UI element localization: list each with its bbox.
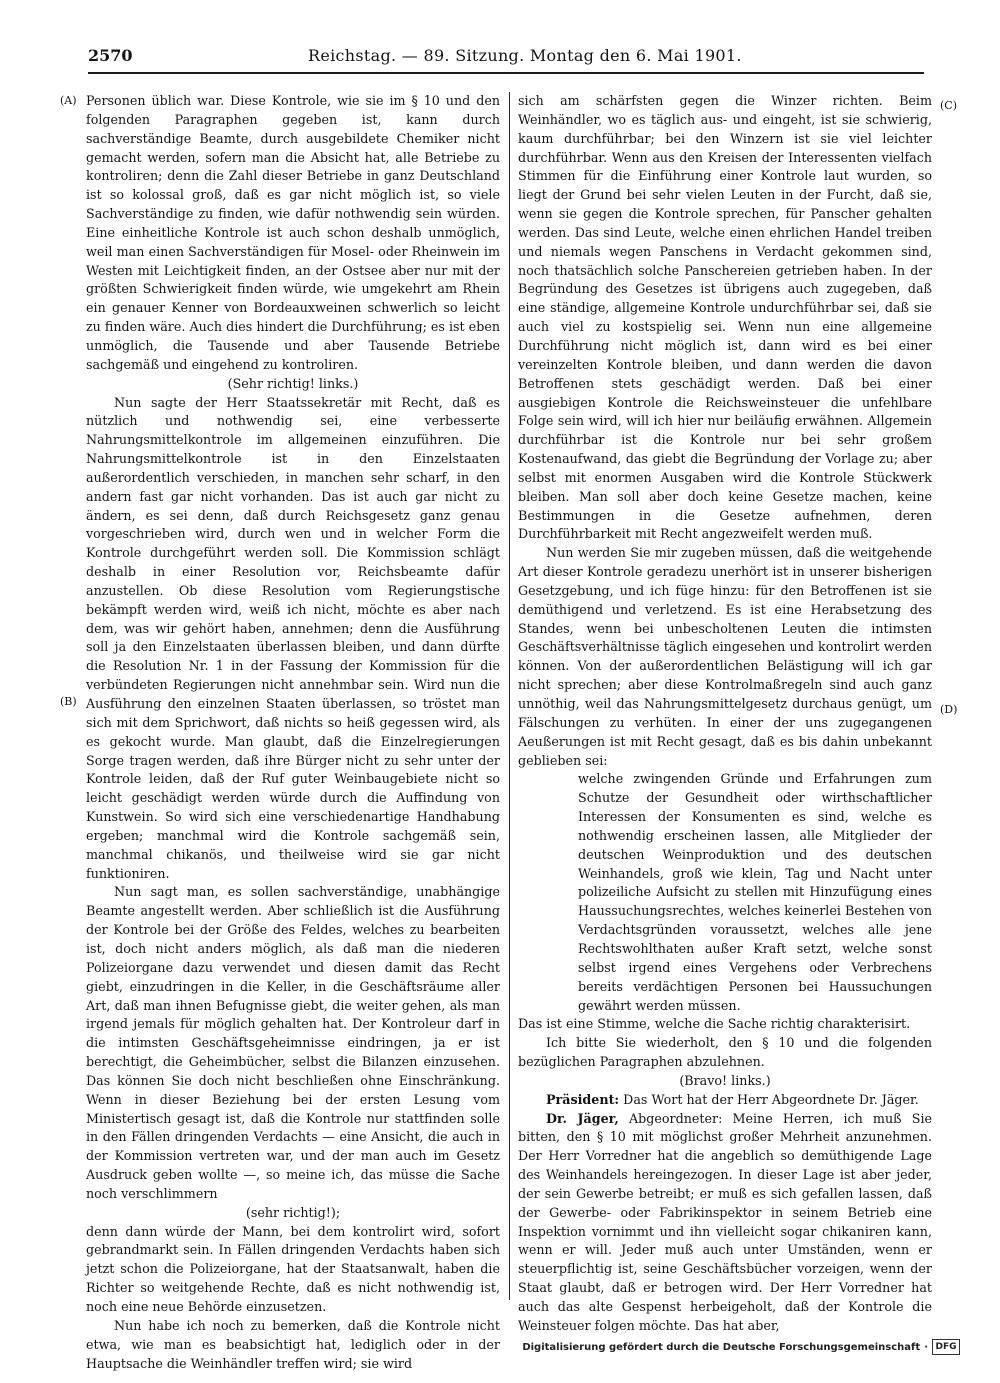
president-text: Das Wort hat der Herr Abgeordnete Dr. Jäger.	[623, 1091, 919, 1107]
right-column	[518, 92, 932, 1336]
left-paragraph-4: denn dann würde der Mann, bei dem kontrolirt wird, sofort gebrandmarkt sein. In Fällen dringenden Verdachts haben sich jetzt schon die Polizeiorgane, hat der Staatsanwalt, haben die Richter so weitgehende Rechte, daß es nicht nothwendig ist, noch eine neue Behörde einzusetzen.	[86, 1223, 500, 1314]
right-paragraph-1: sich am schärfsten gegen die Winzer richten. Beim Weinhändler, wo es täglich aus- und eingeht, ist sie schwierig, kaum durchführbar; bei den Winzern ist sie viel leichter durchführbar. Wenn aus den Kreisen der Interessenten vielfach Stimmen für die Einführung einer Kontrole laut wurden, so liegt der Grund bei sehr vielen Leuten in der Furcht, daß sie, wenn sie gegen die Kontrole sprechen, für Panscher gehalten werden. Das sind Leute, welche einen ehrlichen Handel treiben und niemals wegen Panschens in Verdacht gekommen sind, noch thatsächlich solche Panschereien getrieben haben. In der Begründung des Gesetzes ist übrigens auch zugegeben, daß eine ständige, allgemeine Kontrole undurchführbar sei, daß sie auch viel zu kostspielig sei. Wenn nun eine allgemeine Durchführung nicht möglich ist, dann wird es bei einer vereinzelten Kontrole bleiben, und dann werden die davon Betroffenen stets geschädigt werden. Daß bei einer ausgiebigen Kontrole die Reichsweinsteuer die unfehlbare Folge sein wird, will ich hier nur beiläufig erwähnen. Allgemein durchführbar ist die Kontrole nur bei sehr großem Kostenaufwand, das giebt die Begründung der Vorlage zu; aber selbst mit enormen Ausgaben wird die Kontrole Stückwerk bleiben. Man soll aber doch keine Gesetze machen, keine Bestimmungen in die Gesetze aufnehmen, deren Durchführbarkeit mit Recht angezweifelt werden muß.	[518, 93, 932, 542]
left-reaction-1: (Sehr richtig! links.)	[227, 375, 359, 391]
footer-credit	[522, 1339, 960, 1355]
margin-marker-a: (A)	[60, 94, 77, 107]
president-remark	[518, 1091, 932, 1110]
left-paragraph-3: Nun sagt man, es sollen sachverständige, unabhängige Beamte angestellt werden. Aber schließlich ist die Ausführung der Kontrole bei der Größe des Feldes, welches zu bearbeiten ist, doch nicht anders möglich, als daß man die niederen Polizeiorgane dazu verwendet und diesen damit das Recht giebt, einzudringen in die Keller, in die Geschäftsräume aller Art, daß man ihnen Befugnisse giebt, die weiter gehen, als man irgend jemals für möglich gehalten hat. Der Kontroleur darf in die intimsten Geschäftsgeheimnisse eindringen, ja er ist berechtigt, die Geheimbücher, selbst die Bilanzen einzusehen. Das können Sie doch nicht beschließen ohne Einschränkung. Wenn in dieser Beziehung bei der ersten Lesung vom Ministertisch gesagt ist, daß die Kontrole nur stattfinden solle in den Fällen dringenden Verdachts — eine Ansicht, die auch in der Kommission vertreten war, und der man auch im Gesetz Ausdruck geben wollte —, so meine ich, das müsse die Sache noch verschlimmern	[86, 884, 500, 1201]
running-title: Reichstag. — 89. Sitzung. Montag den 6. Mai 1901.	[308, 46, 742, 65]
margin-marker-d: (D)	[940, 703, 958, 716]
right-quote: welche zwingenden Gründe und Erfahrungen zum Schutze der Gesundheit oder wirthschaftlicher Interessen der Konsumenten es sind, welche es nothwendig erscheinen lassen, alle Mitglieder der deutschen Weinproduktion und des deutschen Weinhandels, groß wie klein, Tag und Nacht unter polizeiliche Aufsicht zu stellen mit Hinzufügung eines Haussuchungsrechtes, welches keinerlei Bestehen von Verdachtsgründen voraussetzt, welches alle jene Rechtswohlthaten außer Kraft setzt, welche sonst selbst irgend eines Vergehens oder Verbrechens bereits verdächtigen Personen bei Haussuchungen gewährt werden müssen.	[578, 771, 932, 1013]
jaeger-speech	[518, 1110, 932, 1336]
left-paragraph-1: Personen üblich war. Diese Kontrole, wie sie im § 10 und den folgenden Paragraphen gegeben ist, kann durch sachverständige Beamte, durch ausgebildete Chemiker nicht gemacht werden, sofern man die Absicht hat, alle Betriebe zu kontroliren; denn die Zahl dieser Betriebe in ganz Deutschland ist so kolossal groß, daß es gar nicht möglich ist, so viele Sachverständige zu finden, wie dafür nothwendig sein würden. Eine einheitliche Kontrole ist auch schon deshalb unmöglich, weil man einen Sachverständigen für Mosel- oder Rheinwein im Westen mit Leichtigkeit finden, an der Ostsee aber nur mit der größten Schwierigkeit finden würde, wie umgekehrt am Rhein ein genauer Kenner von Bordeauxweinen schwerlich so leicht zu finden wäre. Auch dies hindert die Durchführung; es ist eben unmöglich, die Tausende und aber Tausende Betriebe sachgemäß und eingehend zu kontroliren.	[86, 93, 500, 372]
dfg-logo: DFG	[932, 1339, 960, 1355]
right-paragraph-2: Nun werden Sie mir zugeben müssen, daß die weitgehende Art dieser Kontrole geradezu unerhört ist in unserer bisherigen Gesetzgebung, und ich füge hinzu: für den Betroffenen ist sie demüthigend und verletzend. Es ist eine Herabsetzung des Standes, wenn bei unbescholtenen Leuten die intimsten Geschäftsverhältnisse täglich eingesehen und kontrolirt werden können. Von der außerordentlichen Belästigung will ich gar nicht sprechen; aber diese Kontrolmaßregeln sind auch ganz unnöthig, weil das Nahrungsmittelgesetz durchaus genügt, um Fälschungen zu verhüten. In einer der uns zugegangenen Aeußerungen ist mit Recht gesagt, daß es bis dahin unbekannt geblieben sei:	[518, 545, 932, 768]
left-paragraph-5: Nun habe ich noch zu bemerken, daß die Kontrole nicht etwa, wie man es beabsichtigt hat, lediglich oder in der Hauptsache die Weinhändler treffen wird; sie wird	[86, 1317, 500, 1371]
right-paragraph-4: Ich bitte Sie wiederholt, den § 10 und die folgenden bezüglichen Paragraphen abzulehnen.	[518, 1035, 932, 1070]
left-paragraph-2: Nun sagte der Herr Staatssekretär mit Recht, daß es nützlich und nothwendig sei, eine verbesserte Nahrungsmittelkontrole im allgemeinen einzuführen. Die Nahrungsmittelkontrole ist in den Einzelstaaten außerordentlich verschieden, in manchen sehr scharf, in den andern fast gar nicht vorhanden. Das ist auch gar nicht zu ändern, es sei denn, daß durch Reichsgesetz ganz genau vorgeschrieben wird, durch wen und in welcher Form die Kontrole durchgeführt werden soll. Die Kommission schlägt deshalb in einer Resolution vor, Reichsbeamte dafür anzustellen. Ob diese Resolution vom Regierungstische bekämpft werden wird, weiß ich nicht, möchte es aber nach dem, was wir gehört haben, annehmen; denn die Ausführung soll ja den Einzelstaaten überlassen bleiben, und dann dürfte die Resolution Nr. 1 in der Fassung der Kommission für die verbündeten Regierungen nicht annehmbar sein. Wird nun die Ausführung den einzelnen Staaten überlassen, so tröstet man sich mit dem Sprichwort, daß nichts so heiß gegessen wird, als es gekocht wurde. Man glaubt, daß die Einzelregierungen Sorge tragen werden, daß ihre Bürger nicht zu sehr unter der Kontrole leiden, daß der Ruf guter Weinbaugebiete nicht so leicht geschädigt werden würde durch die Auffindung von Kunstwein. So wird sich eine verschiedenartige Handhabung ergeben; manchmal wird die Kontrole sachgemäß sein, manchmal chikanös, und theilweise wird sie gar nicht funktioniren.	[86, 394, 500, 881]
speaker-president: Präsident:	[546, 1091, 620, 1107]
margin-marker-c: (C)	[940, 99, 957, 112]
left-column	[86, 92, 500, 1373]
right-reaction-1: (Bravo! links.)	[679, 1072, 771, 1088]
jaeger-text: Abgeordneter: Meine Herren, ich muß Sie bitten, den § 10 mit möglichst großer Mehrheit anzunehmen. Der Herr Vorredner hat die angeblich so demüthigende Lage des Weinhandels hereingezogen. In dieser Lage ist aber jeder, der sein Gewerbe betreibt; er muß es sich gefallen lassen, daß der Gewerbe- oder Fabrikinspektor in seinem Betrieb eine Inspektion vornimmt und ihn vielleicht sogar chikaniren kann, wenn er will. Jeder muß auch unter Umständen, wenn er steuerpflichtig ist, seine Geschäftsbücher vorzeigen, wenn der Staat glaubt, daß er betrogen wird. Der Herr Vorredner hat auch das alte Gespenst herbeigeholt, daß der Kontrole die Weinsteuer folgen möchte. Das hat aber,	[518, 1110, 933, 1333]
right-paragraph-3: Das ist eine Stimme, welche die Sache richtig charakterisirt.	[518, 1016, 911, 1032]
margin-marker-b: (B)	[60, 695, 77, 708]
column-divider	[509, 92, 510, 1300]
left-reaction-2: (sehr richtig!);	[245, 1204, 341, 1220]
speaker-jaeger: Dr. Jäger,	[546, 1110, 619, 1126]
page-header	[88, 44, 924, 74]
page-number: 2570	[88, 46, 133, 65]
footer-bullet: ·	[924, 1341, 928, 1353]
footer-credit-text: Digitalisierung gefördert durch die Deutsche Forschungsgemeinschaft	[522, 1341, 921, 1353]
